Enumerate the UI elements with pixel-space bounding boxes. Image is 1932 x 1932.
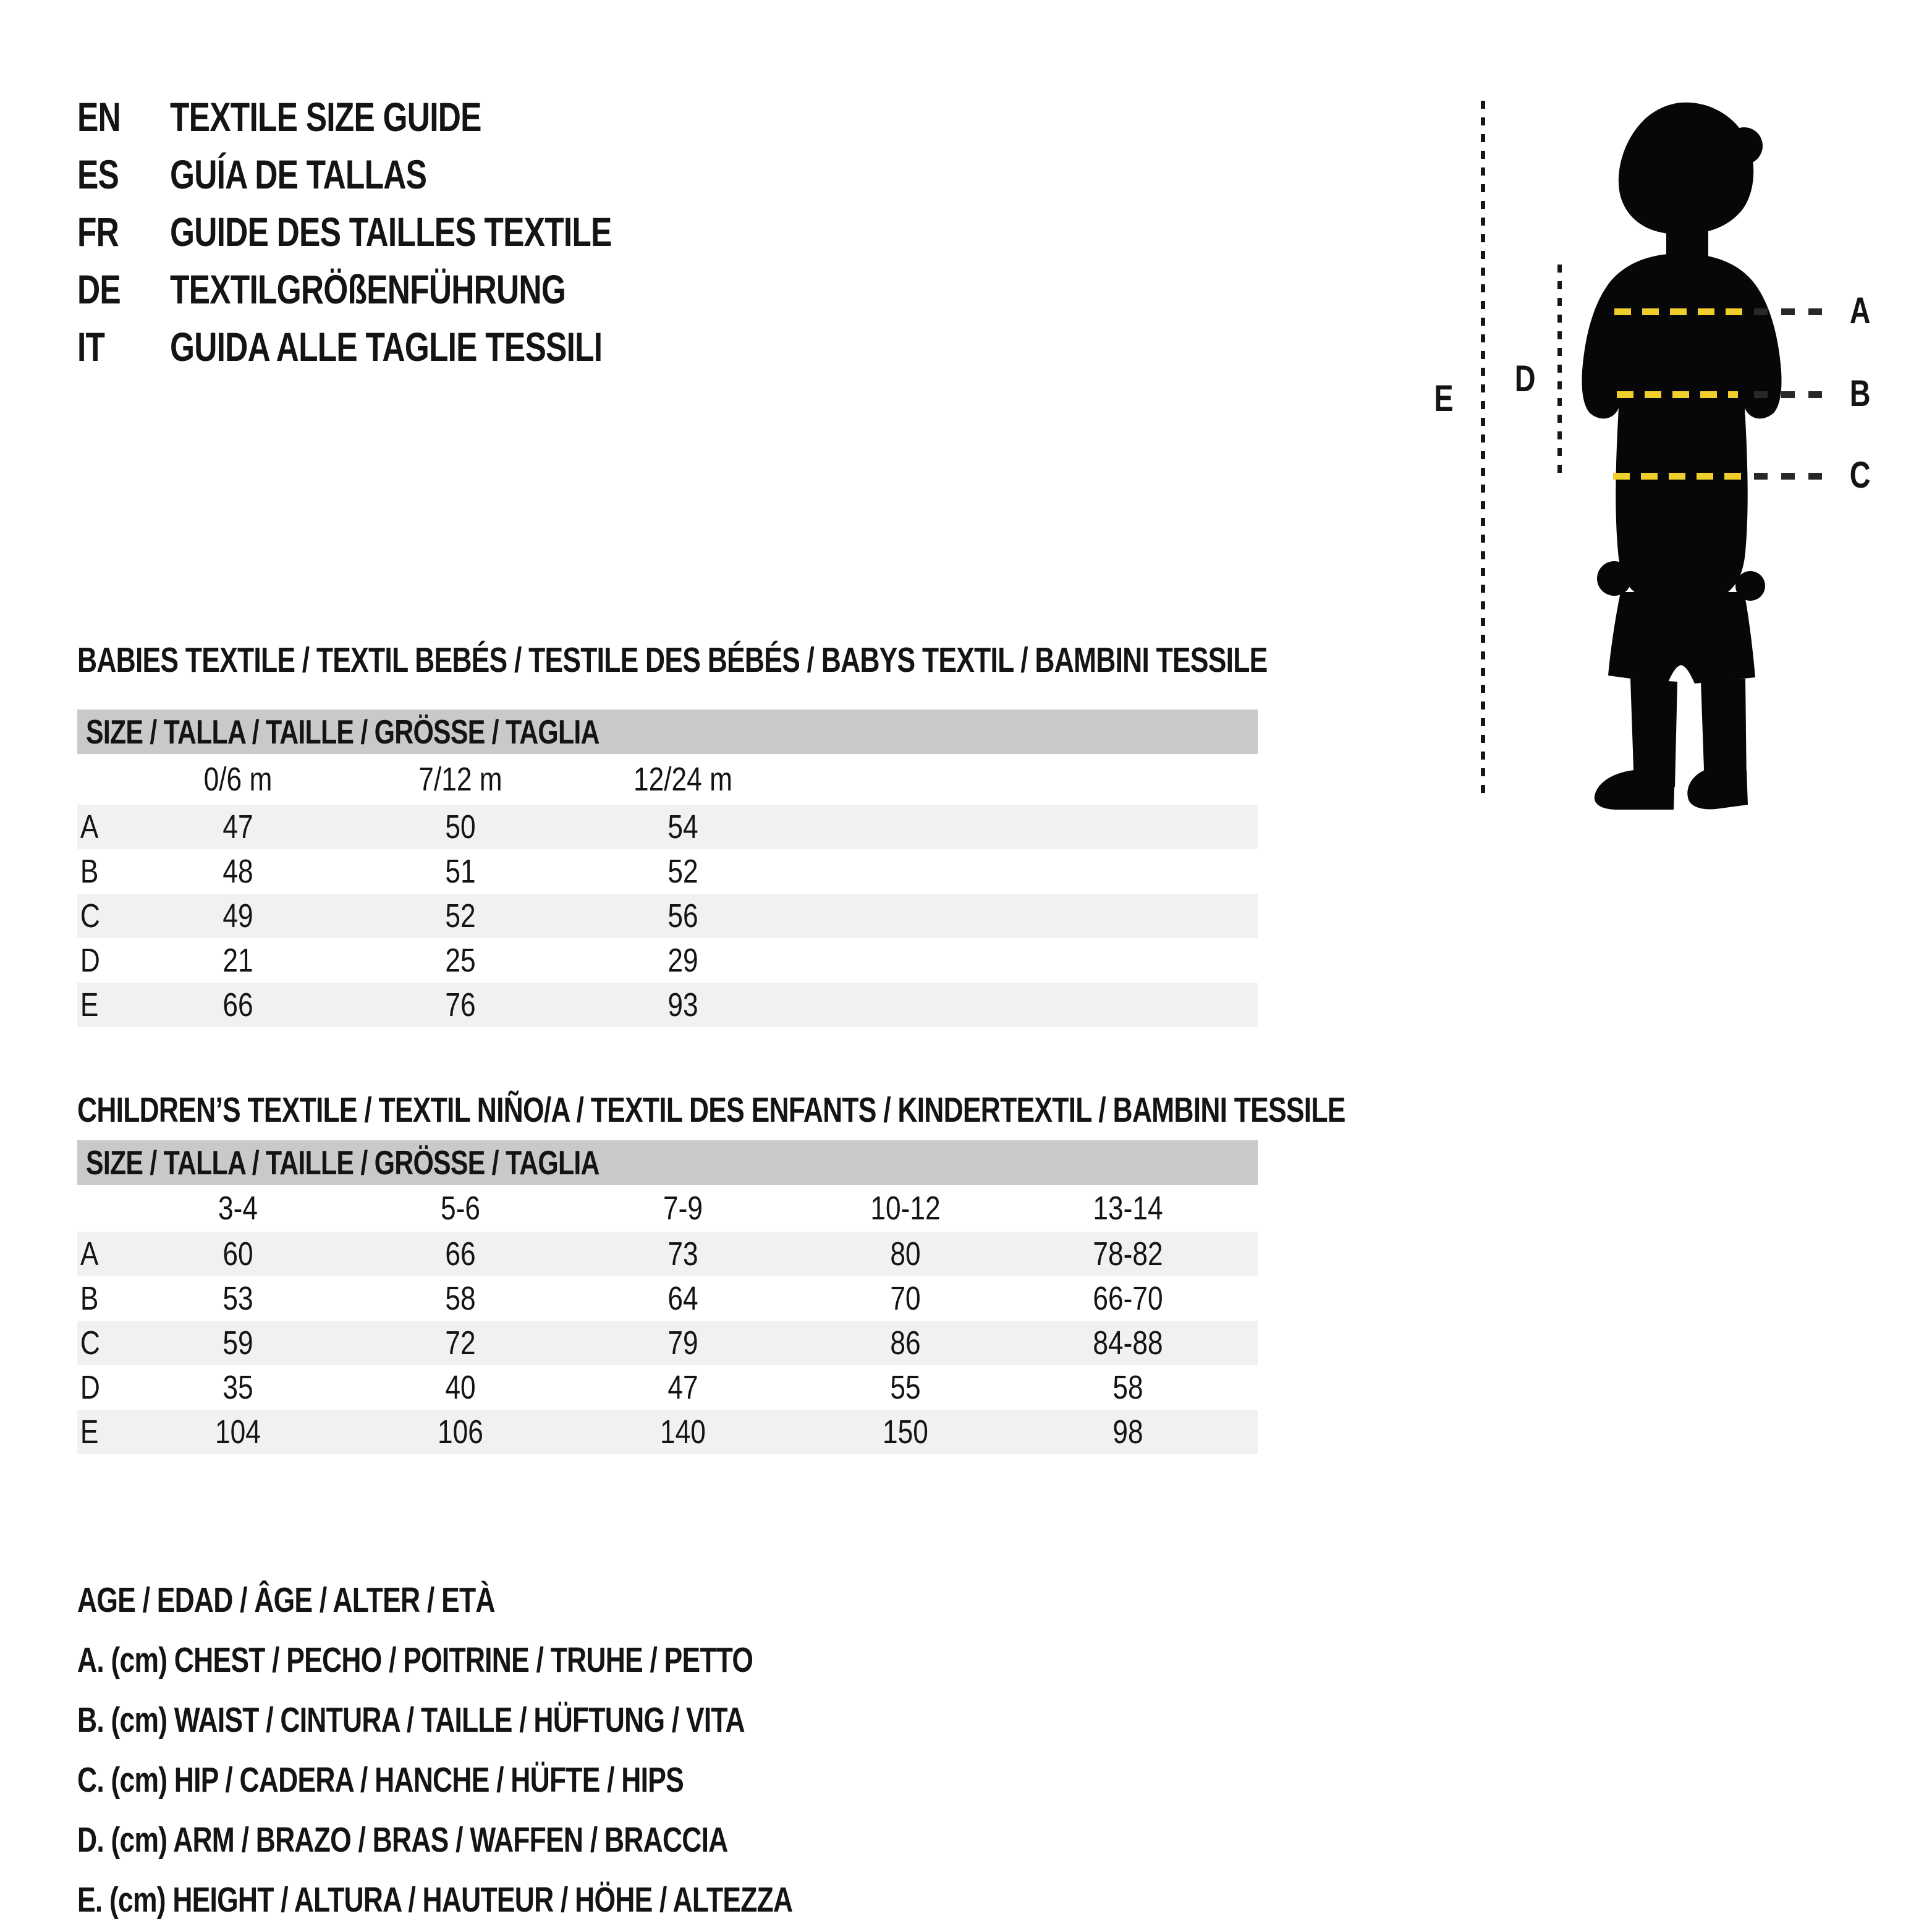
column-header: 7/12 m bbox=[418, 761, 502, 798]
language-title-list bbox=[77, 88, 736, 375]
column-header: 10-12 bbox=[870, 1190, 941, 1227]
table-row bbox=[77, 805, 1258, 849]
marker-b-label: B bbox=[1849, 373, 1871, 414]
table-cell: 76 bbox=[445, 986, 476, 1023]
language-code: EN bbox=[77, 93, 121, 140]
table-cell: 56 bbox=[667, 897, 698, 934]
table-row bbox=[77, 849, 1258, 894]
waist-line-dark bbox=[1754, 391, 1829, 398]
legend-hip: C. (cm) HIP / CADERA / HANCHE / HÜFTE / HIPS bbox=[77, 1760, 684, 1800]
arm-measure-line bbox=[1557, 265, 1562, 477]
table-cell: 40 bbox=[445, 1369, 476, 1406]
table-row bbox=[77, 1276, 1258, 1321]
guide-title-de: TEXTILGRÖßENFÜHRUNG bbox=[170, 266, 566, 312]
table-cell: 59 bbox=[222, 1324, 253, 1362]
table-cell: 79 bbox=[667, 1324, 698, 1362]
row-label: E bbox=[80, 986, 99, 1023]
row-label: D bbox=[80, 942, 100, 979]
table-cell: 48 bbox=[222, 853, 253, 890]
language-code: IT bbox=[77, 323, 105, 370]
legend-chest: A. (cm) CHEST / PECHO / POITRINE / TRUHE / PETTO bbox=[77, 1640, 753, 1680]
children-size-header-bar bbox=[77, 1140, 1258, 1185]
children-size-table bbox=[77, 1140, 1258, 1454]
child-silhouette-icon bbox=[1570, 91, 1792, 815]
table-cell: 47 bbox=[667, 1369, 698, 1406]
table-cell: 84-88 bbox=[1093, 1324, 1163, 1362]
row-label: D bbox=[80, 1369, 100, 1406]
table-cell: 73 bbox=[667, 1235, 698, 1273]
table-cell: 49 bbox=[222, 897, 253, 934]
table-cell: 21 bbox=[222, 942, 253, 979]
waist-line-yellow bbox=[1617, 391, 1738, 398]
legend-waist: B. (cm) WAIST / CINTURA / TAILLE / HÜFTUNG / VITA bbox=[77, 1700, 745, 1740]
table-cell: 78-82 bbox=[1093, 1235, 1163, 1273]
table-cell: 55 bbox=[890, 1369, 921, 1406]
marker-e-label: E bbox=[1434, 378, 1454, 419]
table-cell: 104 bbox=[215, 1413, 261, 1451]
table-cell: 150 bbox=[883, 1413, 928, 1451]
table-cell: 80 bbox=[890, 1235, 921, 1273]
table-cell: 47 bbox=[222, 808, 253, 845]
table-row bbox=[77, 894, 1258, 938]
guide-title-es: GUÍA DE TALLAS bbox=[170, 151, 427, 197]
table-cell: 50 bbox=[445, 808, 476, 845]
chest-line-dark bbox=[1754, 308, 1829, 315]
row-label: E bbox=[80, 1413, 99, 1451]
table-cell: 35 bbox=[222, 1369, 253, 1406]
table-cell: 72 bbox=[445, 1324, 476, 1362]
row-label: B bbox=[80, 853, 99, 890]
size-header-label: SIZE / TALLA / TAILLE / GRÖSSE / TAGLIA bbox=[86, 1143, 600, 1182]
hip-line-yellow bbox=[1613, 473, 1745, 480]
column-header: 5-6 bbox=[440, 1190, 480, 1227]
table-cell: 86 bbox=[890, 1324, 921, 1362]
marker-c-label: C bbox=[1849, 454, 1871, 496]
column-header: 13-14 bbox=[1093, 1190, 1163, 1227]
language-code: DE bbox=[77, 266, 121, 312]
size-header-label: SIZE / TALLA / TAILLE / GRÖSSE / TAGLIA bbox=[86, 713, 600, 751]
row-label: C bbox=[80, 897, 100, 934]
measurement-legend bbox=[77, 1570, 994, 1930]
table-cell: 52 bbox=[667, 853, 698, 890]
babies-section-title: BABIES TEXTILE / TEXTIL BEBÉS / TESTILE DES BÉBÉS / BABYS TEXTIL / BAMBINI TESSILE bbox=[77, 640, 1268, 680]
language-row-fr bbox=[77, 203, 736, 260]
legend-height: E. (cm) HEIGHT / ALTURA / HAUTEUR / HÖHE / ALTEZZA bbox=[77, 1879, 793, 1920]
marker-d-label: D bbox=[1514, 358, 1536, 399]
height-measure-line bbox=[1481, 101, 1485, 798]
babies-size-table bbox=[77, 710, 1258, 1027]
language-code: ES bbox=[77, 151, 119, 197]
legend-arm: D. (cm) ARM / BRAZO / BRAS / WAFFEN / BRACCIA bbox=[77, 1820, 728, 1860]
guide-title-it: GUIDA ALLE TAGLIE TESSILI bbox=[170, 323, 603, 370]
table-cell: 140 bbox=[660, 1413, 706, 1451]
table-cell: 25 bbox=[445, 942, 476, 979]
table-row bbox=[77, 938, 1258, 983]
babies-column-header-row bbox=[77, 754, 1258, 805]
children-section-title: CHILDREN’S TEXTILE / TEXTIL NIÑO/A / TEXTIL DES ENFANTS / KINDERTEXTIL / BAMBINI TESSILE bbox=[77, 1090, 1345, 1130]
table-row bbox=[77, 1410, 1258, 1454]
guide-title-en: TEXTILE SIZE GUIDE bbox=[170, 93, 481, 140]
table-cell: 54 bbox=[667, 808, 698, 845]
chest-line-yellow bbox=[1614, 308, 1743, 315]
column-header: 0/6 m bbox=[203, 761, 273, 798]
table-cell: 51 bbox=[445, 853, 476, 890]
table-row bbox=[77, 1365, 1258, 1410]
column-header: 3-4 bbox=[218, 1190, 258, 1227]
table-row bbox=[77, 1232, 1258, 1276]
table-cell: 64 bbox=[667, 1280, 698, 1317]
guide-title-fr: GUIDE DES TAILLES TEXTILE bbox=[170, 208, 612, 255]
table-row bbox=[77, 1321, 1258, 1365]
language-row-de bbox=[77, 260, 736, 318]
table-cell: 60 bbox=[222, 1235, 253, 1273]
column-header: 12/24 m bbox=[633, 761, 733, 798]
row-label: A bbox=[80, 808, 99, 845]
row-label: C bbox=[80, 1324, 100, 1362]
marker-a-label: A bbox=[1849, 290, 1871, 331]
table-cell: 52 bbox=[445, 897, 476, 934]
language-row-en bbox=[77, 88, 736, 145]
table-cell: 70 bbox=[890, 1280, 921, 1317]
legend-age: AGE / EDAD / ÂGE / ALTER / ETÀ bbox=[77, 1580, 495, 1620]
table-cell: 93 bbox=[667, 986, 698, 1023]
row-label: A bbox=[80, 1235, 99, 1273]
table-cell: 98 bbox=[1112, 1413, 1143, 1451]
hip-line-dark bbox=[1754, 473, 1829, 480]
children-column-header-row bbox=[77, 1185, 1258, 1232]
table-cell: 53 bbox=[222, 1280, 253, 1317]
table-cell: 58 bbox=[445, 1280, 476, 1317]
language-code: FR bbox=[77, 208, 119, 255]
table-cell: 58 bbox=[1112, 1369, 1143, 1406]
column-header: 7-9 bbox=[663, 1190, 703, 1227]
table-row bbox=[77, 983, 1258, 1027]
table-cell: 66 bbox=[222, 986, 253, 1023]
language-row-it bbox=[77, 318, 736, 375]
language-row-es bbox=[77, 145, 736, 203]
row-label: B bbox=[80, 1280, 99, 1317]
babies-size-header-bar bbox=[77, 710, 1258, 754]
table-cell: 66-70 bbox=[1093, 1280, 1163, 1317]
table-cell: 106 bbox=[438, 1413, 483, 1451]
table-cell: 66 bbox=[445, 1235, 476, 1273]
table-cell: 29 bbox=[667, 942, 698, 979]
